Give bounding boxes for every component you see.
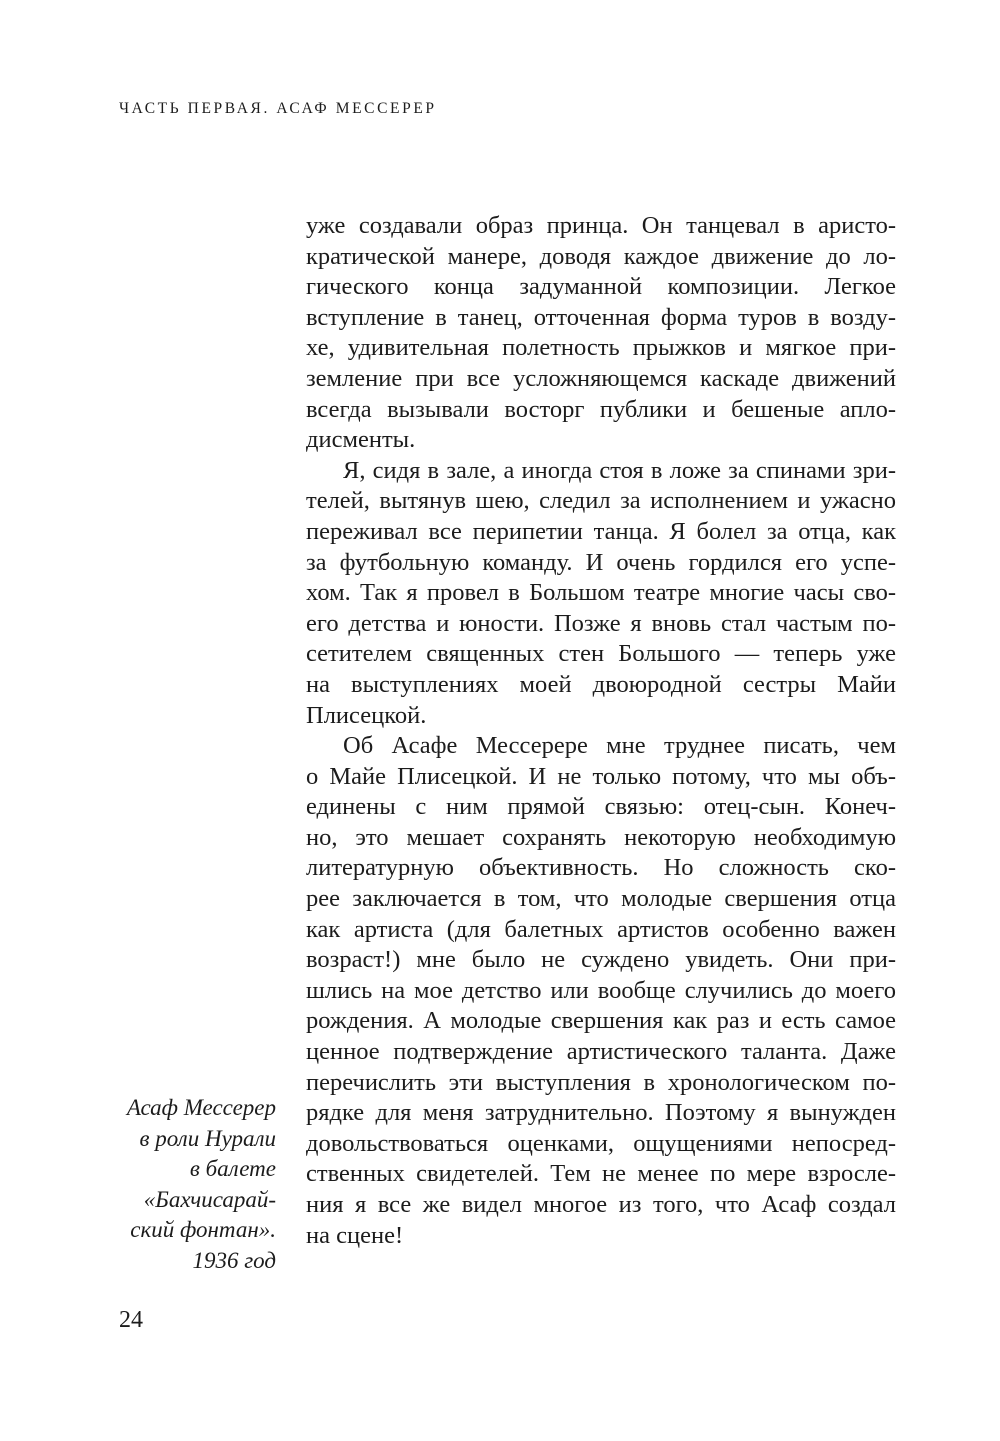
text-line: на выступлениях моей двоюродной сестры Майи — [306, 670, 896, 698]
text-line: шлись на мое детство или вообще случились до моего — [306, 976, 896, 1004]
text-line: сетителем священных стен Большого — теперь уже — [306, 640, 896, 668]
body-text — [306, 211, 896, 1251]
text-line: хе, удивительная полетность прыжков и мягкое при- — [306, 334, 896, 362]
text-line: уже создавали образ принца. Он танцевал в аристо- — [306, 212, 896, 239]
text-line: Плисецкой. — [306, 701, 427, 729]
text-line: ственных свидетелей. Тем не менее по мере взросле- — [306, 1160, 896, 1188]
text-line: единены с ним прямой связью: отец-сын. Конеч- — [306, 793, 896, 821]
text-line: кратической манере, доводя каждое движение до ло- — [306, 242, 896, 270]
caption-line: ский фонтан». — [130, 1217, 276, 1243]
text-line: хом. Так я провел в Большом театре многие часы сво- — [306, 579, 896, 607]
caption-line: «Бахчисарай- — [143, 1186, 276, 1212]
text-line: довольствоваться оценками, ощущениями непосред- — [306, 1129, 896, 1157]
text-line: за футбольную команду. И очень гордился его успе- — [306, 548, 896, 576]
text-line: рее заключается в том, что молодые свершения отца — [306, 885, 896, 913]
text-line: гического конца задуманной композиции. Легкое — [306, 273, 896, 301]
photo-caption — [100, 1093, 276, 1277]
text-line: литературную объективность. Но сложность ско- — [306, 854, 896, 882]
text-line: телей, вытянув шею, следил за исполнением и ужасно — [306, 487, 896, 515]
text-line: земление при все усложняющемся каскаде движений — [306, 364, 896, 392]
text-line: вступление в танец, отточенная форма туров в возду- — [306, 303, 896, 331]
text-line: переживал все перипетии танца. Я болел за отца, как — [306, 517, 896, 545]
caption-line: 1936 год — [192, 1247, 276, 1273]
text-line: его детства и юности. Позже я вновь стал частым по- — [306, 609, 896, 637]
text-line: о Майе Плисецкой. И не только потому, что мы объ- — [306, 762, 896, 790]
text-line: рождения. А молодые свершения как раз и есть самое — [306, 1007, 896, 1035]
text-line: но, это мешает сохранять некоторую необходимую — [306, 823, 896, 851]
caption-line: в балете — [189, 1156, 276, 1182]
text-line: ценное подтверждение артистического таланта. Даже — [306, 1038, 896, 1066]
running-head: ЧАСТЬ ПЕРВАЯ. АСАФ МЕССЕРЕР — [119, 100, 437, 117]
text-line: возраст!) мне было не суждено увидеть. Они при- — [306, 946, 896, 974]
paragraph-start-line: Об Асафе Мессерере мне труднее писать, чем — [343, 732, 896, 760]
paragraph-start-line: Я, сидя в зале, а иногда стоя в ложе за спинами зри- — [343, 456, 896, 484]
page-number: 24 — [119, 1307, 143, 1333]
text-line: как артиста (для балетных артистов особенно важен — [306, 915, 896, 943]
caption-line: в роли Нурали — [139, 1125, 276, 1151]
caption-line: Асаф Мессерер — [126, 1095, 276, 1120]
text-line: перечислить эти выступления в хронологическом по- — [306, 1068, 896, 1096]
text-line: ния я все же видел многое из того, что Асаф создал — [306, 1191, 896, 1218]
text-line: дисменты. — [306, 426, 416, 454]
text-line: на сцене! — [306, 1221, 404, 1249]
text-line: рядке для меня затруднительно. Поэтому я вынужден — [306, 1099, 896, 1127]
text-line: всегда вызывали восторг публики и бешеные апло- — [306, 395, 896, 423]
